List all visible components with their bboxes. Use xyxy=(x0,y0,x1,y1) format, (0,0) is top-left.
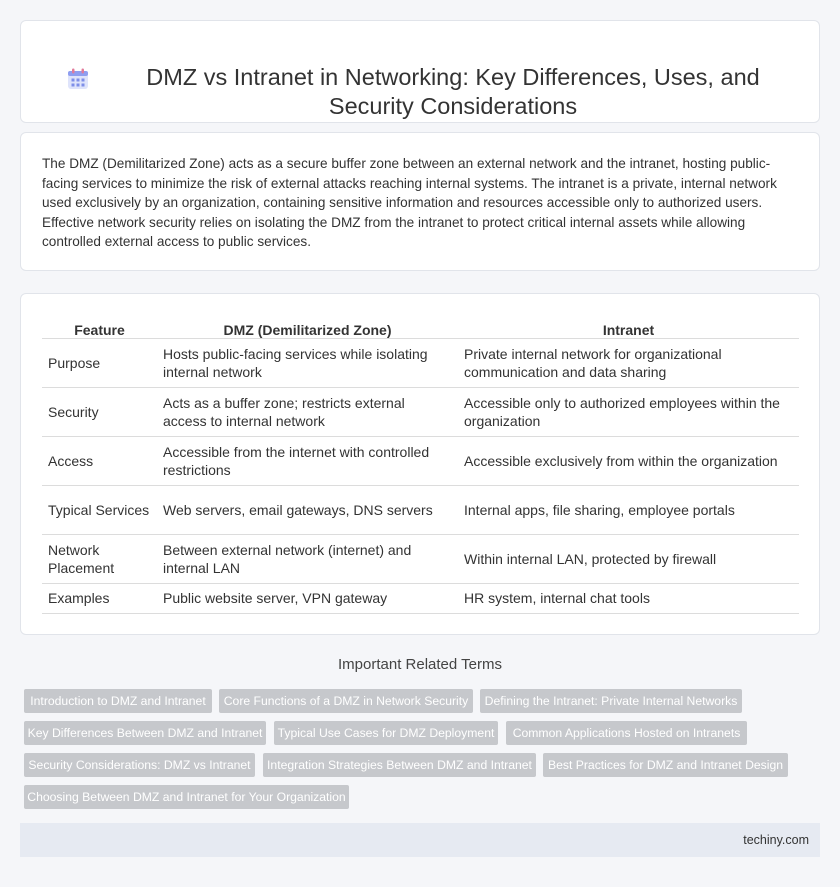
related-term-link[interactable]: Key Differences Between DMZ and Intranet xyxy=(24,721,266,745)
cell-intranet: Internal apps, file sharing, employee portals xyxy=(458,485,799,534)
cell-intranet: Accessible only to authorized employees within the organization xyxy=(458,387,799,436)
table-row xyxy=(42,387,799,436)
related-term-link[interactable]: Typical Use Cases for DMZ Deployment xyxy=(274,721,498,745)
header-card xyxy=(20,20,820,123)
intro-paragraph: The DMZ (Demilitarized Zone) acts as a secure buffer zone between an external network and the intranet, hosting public-facing services to minimize the risk of external attacks reaching internal systems. The intranet is a private, internal network used exclusively by an organization, containing sensitive information and resources accessible only to authorized users. Effective network security relies on isolating the DMZ from the intranet to protect critical internal assets while allowing controlled external access to public services. xyxy=(42,156,777,250)
intro-card xyxy=(20,132,820,271)
page-title: DMZ vs Intranet in Networking: Key Differences, Uses, and Security Considerations xyxy=(146,64,760,119)
column-header-intranet: Intranet xyxy=(458,316,799,338)
table-header-row xyxy=(42,316,799,338)
cell-intranet: Within internal LAN, protected by firewall xyxy=(458,534,799,583)
table-row xyxy=(42,534,799,583)
cell-feature: Purpose xyxy=(42,338,157,387)
related-term-link[interactable]: Best Practices for DMZ and Intranet Design xyxy=(543,753,788,777)
calendar-icon xyxy=(67,68,89,90)
table-row xyxy=(42,583,799,613)
related-term-link[interactable]: Common Applications Hosted on Intranets xyxy=(506,721,747,745)
related-term-link[interactable]: Security Considerations: DMZ vs Intranet xyxy=(24,753,255,777)
related-term-link[interactable]: Defining the Intranet: Private Internal Networks xyxy=(480,689,742,713)
cell-dmz: Acts as a buffer zone; restricts external access to internal network xyxy=(157,387,458,436)
table-row xyxy=(42,338,799,387)
column-header-dmz: DMZ (Demilitarized Zone) xyxy=(157,316,458,338)
footer-bar xyxy=(20,823,820,857)
cell-dmz: Accessible from the internet with controlled restrictions xyxy=(157,436,458,485)
related-term-link[interactable]: Integration Strategies Between DMZ and Intranet xyxy=(263,753,536,777)
cell-dmz: Public website server, VPN gateway xyxy=(157,583,458,613)
cell-feature: Security xyxy=(42,387,157,436)
comparison-table xyxy=(42,316,799,614)
cell-feature: Network Placement xyxy=(42,534,157,583)
related-term-link[interactable]: Core Functions of a DMZ in Network Security xyxy=(219,689,473,713)
related-term-link[interactable]: Introduction to DMZ and Intranet xyxy=(24,689,212,713)
table-row xyxy=(42,485,799,534)
cell-feature: Access xyxy=(42,436,157,485)
cell-intranet: Accessible exclusively from within the organization xyxy=(458,436,799,485)
cell-feature: Typical Services xyxy=(42,485,157,534)
footer-brand[interactable]: techiny.com xyxy=(743,833,809,847)
cell-intranet: HR system, internal chat tools xyxy=(458,583,799,613)
cell-dmz: Web servers, email gateways, DNS servers xyxy=(157,485,458,534)
related-term-link[interactable]: Choosing Between DMZ and Intranet for Your Organization xyxy=(24,785,349,809)
table-row xyxy=(42,436,799,485)
cell-dmz: Between external network (internet) and internal LAN xyxy=(157,534,458,583)
column-header-feature: Feature xyxy=(42,316,157,338)
comparison-table-card xyxy=(20,293,820,635)
cell-intranet: Private internal network for organizational communication and data sharing xyxy=(458,338,799,387)
cell-dmz: Hosts public-facing services while isolating internal network xyxy=(157,338,458,387)
cell-feature: Examples xyxy=(42,583,157,613)
related-terms-title: Important Related Terms xyxy=(338,656,502,673)
